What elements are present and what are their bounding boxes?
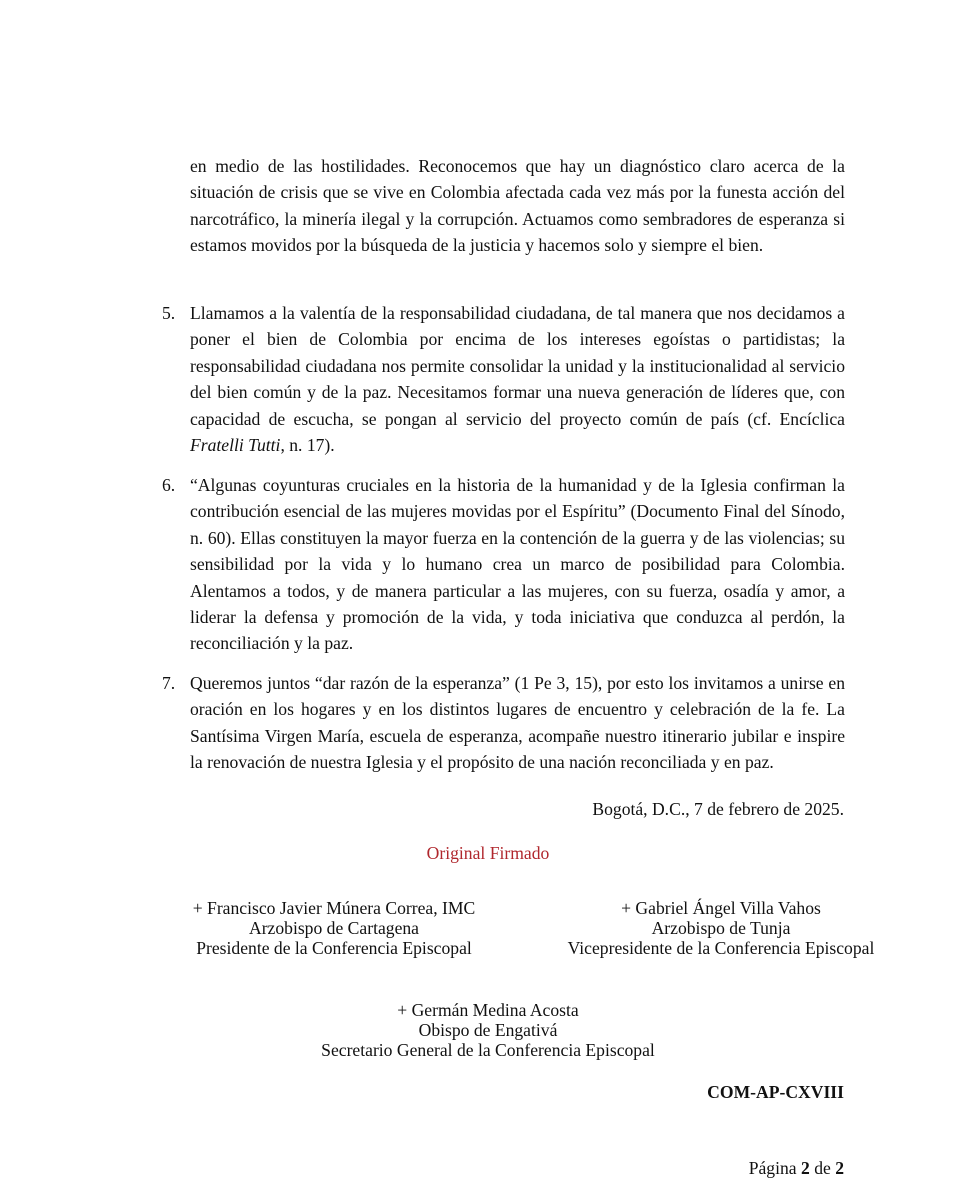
- signatory-position: Secretario General de la Conferencia Episcopal: [321, 1040, 655, 1060]
- signature-block-president: [182, 898, 486, 958]
- encyclical-title: Fratelli Tutti: [190, 435, 281, 456]
- signatory-name: + Francisco Javier Múnera Correa, IMC: [192, 898, 476, 918]
- item-number: 5.: [162, 303, 176, 323]
- item-text: “Algunas coyunturas cruciales en la historia de la humanidad y de la Iglesia confirman la contribución esencial de las mujeres movidas por el Espíritu” (Documento Final del Sínodo, n. 60). Ellas constituyen la mayor fuerza en la contención de la guerra y de las violencias; su sensibilidad por la vida y lo humano crea un marco de posibilidad para Colombia. Alentamos a todos, y de manera particular a las mujeres, con su fuerza, osadía y amor, a liderar la defensa y promoción de la vida, y toda iniciativa que conduzca al perdón, la reconciliación y la paz.: [190, 475, 845, 654]
- list-item-5: [162, 300, 845, 458]
- signatory-position: Vicepresidente de la Conferencia Episcopal: [567, 938, 875, 958]
- signatory-role: Obispo de Engativá: [418, 1020, 558, 1040]
- page-label: Página: [748, 1158, 797, 1178]
- signatory-name: + Gabriel Ángel Villa Vahos: [621, 898, 821, 918]
- list-item-6: [162, 472, 845, 657]
- signatory-role: Arzobispo de Cartagena: [248, 918, 419, 938]
- item-text: [190, 300, 845, 458]
- signed-label: Original Firmado: [426, 843, 550, 863]
- item-text-part: , n. 17).: [280, 435, 335, 456]
- page-number: [749, 1156, 844, 1180]
- page-current: 2: [800, 1158, 810, 1178]
- item-number: 7.: [162, 673, 176, 693]
- signatory-role: Arzobispo de Tunja: [651, 918, 791, 938]
- list-item-7: [162, 670, 845, 776]
- document-code: COM-AP-CXVIII: [707, 1082, 844, 1102]
- signatory-name: + Germán Medina Acosta: [397, 1000, 579, 1020]
- signature-block-secretary: [300, 1000, 676, 1060]
- signature-block-vicepresident: [548, 898, 894, 958]
- item-number: 6.: [162, 475, 176, 495]
- intro-paragraph: en medio de las hostilidades. Reconocemos que hay un diagnóstico claro acerca de la situación de crisis que se vive en Colombia afectada cada vez más por la funesta acción del narcotráfico, la minería ilegal y la corrupción. Actuamos como sembradores de esperanza si estamos movidos por la búsqueda de la justicia y hacemos solo y siempre el bien.: [190, 156, 845, 256]
- page-separator: de: [814, 1158, 831, 1178]
- page-total: 2: [835, 1158, 844, 1178]
- item-text: Queremos juntos “dar razón de la esperanza” (1 Pe 3, 15), por esto los invitamos a unirse en oración en los hogares y en los distintos lugares de encuentro y celebración de la fe. La Santísima Virgen María, escuela de esperanza, acompañe nuestro itinerario jubilar e inspire la renovación de nuestra Iglesia y el propósito de una nación reconciliada y en paz.: [190, 673, 845, 773]
- document-date: Bogotá, D.C., 7 de febrero de 2025.: [592, 799, 844, 819]
- item-text-part: Llamamos a la valentía de la responsabilidad ciudadana, de tal manera que nos decidamos a poner el bien de Colombia por encima de los intereses egoístas o partidistas; la responsabilidad ciudadana nos permite consolidar la unidad y la institucionalidad al servicio del bien común y de la paz. Necesitamos formar una nueva generación de líderes que, con capacidad de escucha, se pongan al servicio del proyecto común de país (cf. Encíclica: [190, 303, 845, 429]
- signatory-position: Presidente de la Conferencia Episcopal: [196, 938, 472, 958]
